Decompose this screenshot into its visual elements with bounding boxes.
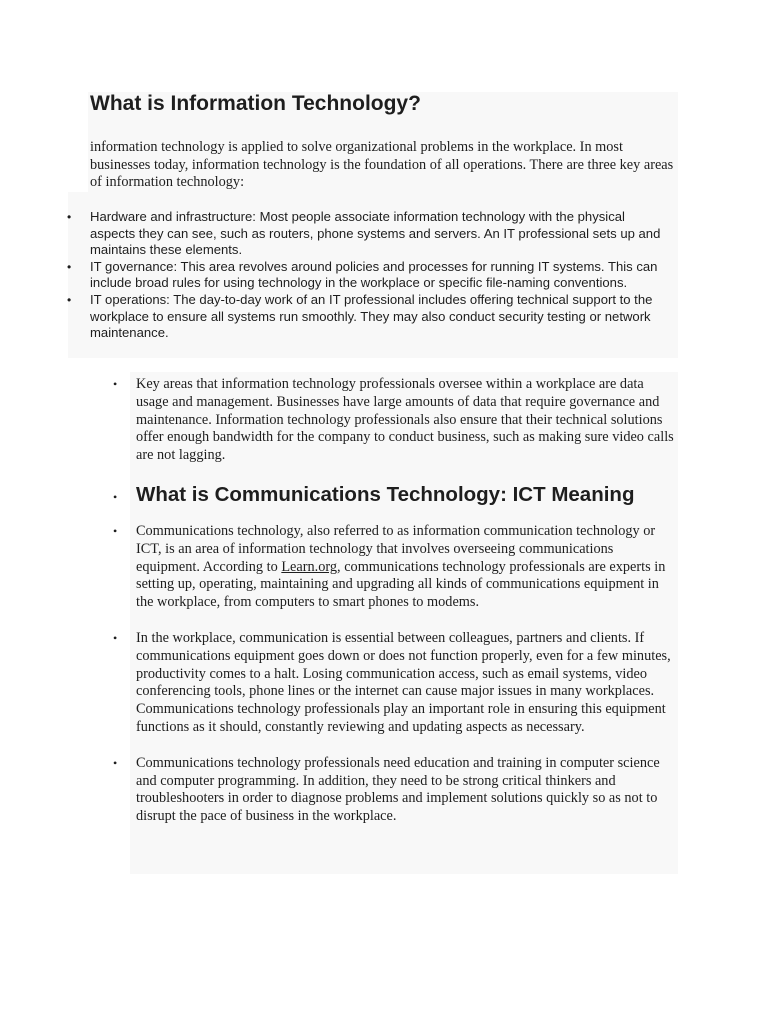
list-item-text: In the workplace, communication is essential between colleagues, partners and clients. If communications equipment goes down or does not function properly, even for a few minutes, productivity comes to a halt. Losing communication access, such as email systems, video conferencing tools, phone lines or the internet can cause major issues in many workplaces. Communications technology professionals play an important role in ensuring this equipment functions as it should, constantly reviewing and updating aspects as necessary. xyxy=(136,629,671,735)
bullet-icon: • xyxy=(67,210,72,224)
bullet-icon: • xyxy=(67,292,72,307)
learn-org-link[interactable]: Learn.org xyxy=(281,558,338,575)
list-item-data-usage xyxy=(0,376,679,465)
list-item-governance xyxy=(0,259,670,292)
text-before-link: Communications technology, also referred to as information communication technology or ICT, is an area of information technology that involves overseeing communications equipment. According to xyxy=(136,522,656,575)
list-item-text: Hardware and infrastructure: Most people associate information technology with the physical aspects they can see, such as routers, phone systems and servers. An IT professional sets up and maintains these elements. xyxy=(90,209,661,258)
list-item-text: Key areas that information technology professionals oversee within a workplace are data usage and management. Businesses have large amounts of data that require governance and maintenance. Information technology professionals also ensure that their technical solutions offer enough bandwidth for the company to conduct business, such as making sure video calls are not lagging. xyxy=(136,376,674,464)
list-item-hardware xyxy=(0,209,670,259)
text-after-link: , communications technology professionals are experts in setting up, operating, maintaining and upgrading all kinds of communications equipment in the workplace, from computers to smart phones to modems. xyxy=(136,558,666,611)
bullet-icon: • xyxy=(113,630,118,645)
list-item-communications-intro xyxy=(0,523,679,612)
section-heading: What is Communications Technology: ICT Meaning xyxy=(136,482,635,506)
list-item-text: IT operations: The day-to-day work of an IT professional includes offering technical support to the workplace to ensure all systems run smoothly. They may also conduct security testing or network maintenance. xyxy=(90,291,653,341)
list-item-text: IT governance: This area revolves around policies and processes for running IT systems. This can include broad rules for using technology in the workplace or specific file-naming conventions. xyxy=(90,258,658,291)
bullet-icon: • xyxy=(113,523,118,538)
list-item-communications-importance xyxy=(0,630,679,737)
page-title: What is Information Technology? xyxy=(90,92,421,115)
bullet-icon: • xyxy=(113,377,118,391)
bullet-icon: • xyxy=(113,489,118,504)
intro-paragraph: information technology is applied to solve organizational problems in the workplace. In most businesses today, information technology is the foundation of all operations. There are three key areas of information technology: xyxy=(90,139,674,190)
key-areas-list xyxy=(0,209,768,342)
details-list xyxy=(0,376,768,844)
list-item-text: Communications technology professionals need education and training in computer science and computer programming. In addition, they need to be strong critical thinkers and troubleshooters in order to diagnose problems and implement solutions quickly so as not to disrupt the pace of business in the workplace. xyxy=(136,754,660,825)
bullet-icon: • xyxy=(67,259,72,274)
list-item-text xyxy=(136,523,665,610)
list-item-operations xyxy=(0,292,670,342)
list-item-section-heading xyxy=(0,481,679,509)
list-item-communications-education xyxy=(0,755,679,826)
bullet-icon: • xyxy=(113,755,118,770)
